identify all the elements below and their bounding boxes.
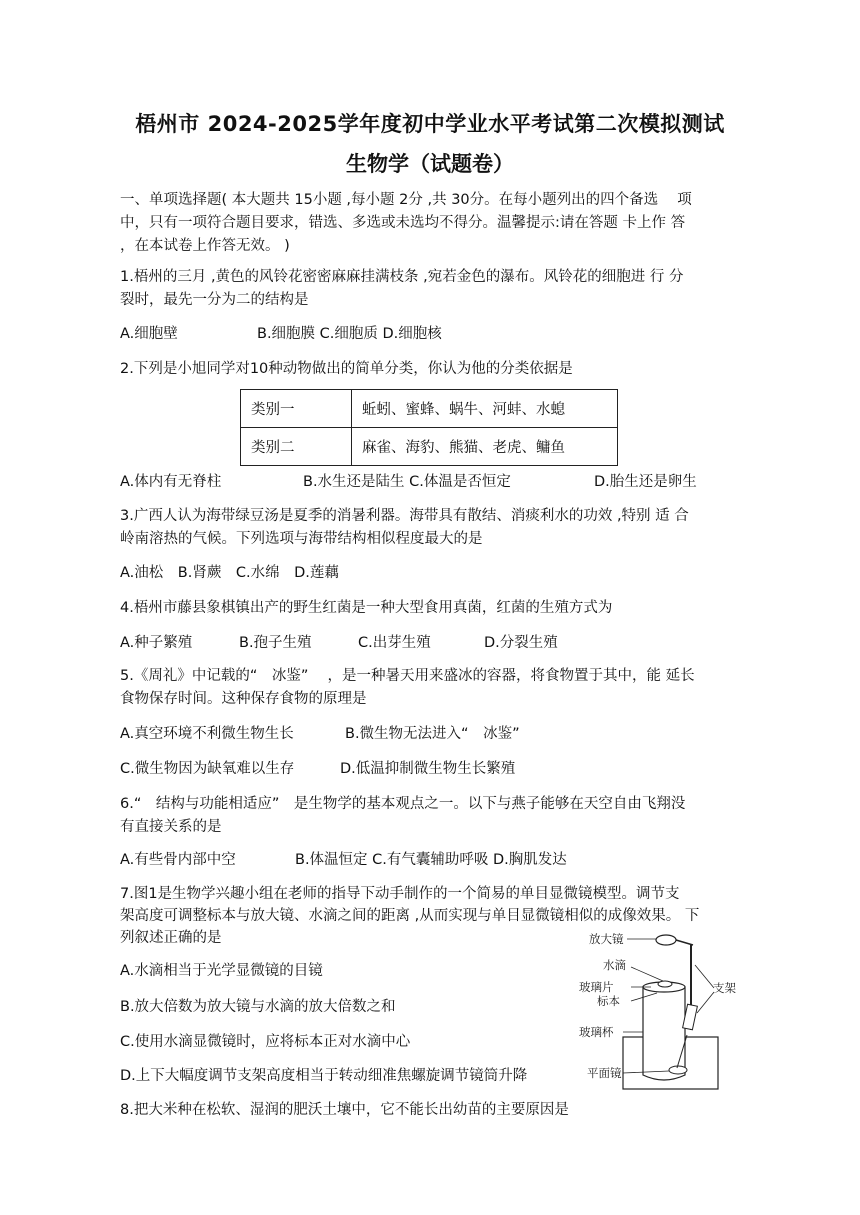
q4-option-b: B.孢子生殖 xyxy=(239,635,312,651)
q6-stem-line-1: 6.“ 结构与功能相适应” 是生物学的基本观点之一。以下与燕子能够在天空自由飞翔没 xyxy=(120,796,686,812)
magnifier-arm xyxy=(676,940,693,945)
table-row xyxy=(241,390,618,428)
q3-stem-line-1: 3.广西人认为海带绿豆汤是夏季的消暑利器。海带具有散结、消痰利水的功效 ,特别 适 合 xyxy=(120,508,689,524)
exam-subtitle: 生物学（试题卷） xyxy=(346,152,514,176)
q5-stem-line-1: 5.《周礼》中记载的“ 冰鉴” ，是一种暑天用来盛冰的容器，将食物置于其中，能 延长 xyxy=(120,668,695,684)
q3-options: A.油松 B.肾蕨 C.水绵 D.莲藕 xyxy=(120,565,339,581)
q1-option-a: A.细胞壁 xyxy=(120,326,178,342)
q7-option-c: C.使用水滴显微镜时，应将标本正对水滴中心 xyxy=(120,1034,411,1050)
q5-option-d: D.低温抑制微生物生长繁殖 xyxy=(340,761,516,777)
classification-table xyxy=(240,389,618,466)
q2-options-bc: B.水生还是陆生 C.体温是否恒定 xyxy=(303,474,511,490)
instructions-line-3: ，在本试卷上作答无效。 ) xyxy=(120,238,290,254)
microscope-model-figure xyxy=(573,925,748,1100)
instructions-line-1: 一、单项选择题( 本大题共 15小题 ,每小题 2分 ,共 30分。在每小题列出的四个备选 项 xyxy=(120,192,692,208)
q7-option-d: D.上下大幅度调节支架高度相当于转动细准焦螺旋调节镜筒升降 xyxy=(120,1068,528,1084)
q4-option-d: D.分裂生殖 xyxy=(484,635,558,651)
q5-stem-line-2: 食物保存时间。这种保存食物的原理是 xyxy=(120,691,367,707)
label-glass-cup: 玻璃杯 xyxy=(579,1027,614,1039)
q5-option-a: A.真空环境不利微生物生长 xyxy=(120,726,294,742)
table-cell-animals: 麻雀、海豹、熊猫、老虎、鳙鱼 xyxy=(352,428,618,466)
table-row xyxy=(241,428,618,466)
q4-stem: 4.梧州市藤县象棋镇出产的野生红菌是一种大型食用真菌，红菌的生殖方式为 xyxy=(120,600,613,616)
instructions-line-2: 中，只有一项符合题目要求，错选、多选或未选均不得分。温馨提示:请在答题 卡上作 答 xyxy=(120,215,686,231)
q1-stem-line-2: 裂时，最先一分为二的结构是 xyxy=(120,292,309,308)
q7-stem-line-2: 架高度可调整标本与放大镜、水滴之间的距离 ,从而实现与单目显微镜相似的成像效果。 下 xyxy=(120,908,700,924)
q4-option-c: C.出芽生殖 xyxy=(358,635,431,651)
q6-stem-line-2: 有直接关系的是 xyxy=(120,819,222,835)
q5-option-b: B.微生物无法进入“ 冰鉴” xyxy=(345,726,520,742)
q1-stem-line-1: 1.梧州的三月 ,黄色的风铃花密密麻麻挂满枝条 ,宛若金色的瀑布。风铃花的细胞进 行 分 xyxy=(120,269,684,285)
q2-option-d: D.胎生还是卵生 xyxy=(594,474,697,490)
label-magnifier: 放大镜 xyxy=(589,934,624,946)
table-cell-category: 类别二 xyxy=(241,428,352,466)
q3-stem-line-2: 岭南溶热的气候。下列选项与海带结构相似程度最大的是 xyxy=(120,531,483,547)
q2-option-a: A.体内有无脊柱 xyxy=(120,474,222,490)
q4-option-a: A.种子繁殖 xyxy=(120,635,193,651)
label-specimen: 标本 xyxy=(597,996,620,1008)
label-water-drop: 水滴 xyxy=(603,960,626,972)
q6-options-bcd: B.体温恒定 C.有气囊辅助呼吸 D.胸肌发达 xyxy=(295,852,567,868)
q7-stem-line-1: 7.图1是生物学兴趣小组在老师的指导下动手制作的一个简易的单目显微镜模型。调节支 xyxy=(120,886,680,902)
water-drop-shape xyxy=(658,981,672,987)
label-glass-slide: 玻璃片 xyxy=(579,982,614,994)
label-flat-mirror: 平面镜 xyxy=(587,1068,622,1080)
q2-stem: 2.下列是小旭同学对10种动物做出的简单分类，你认为他的分类依据是 xyxy=(120,361,573,377)
q1-options-bcd: B.细胞膜 C.细胞质 D.细胞核 xyxy=(257,326,442,342)
q8-stem: 8.把大米种在松软、湿润的肥沃土壤中，它不能长出幼苗的主要原因是 xyxy=(120,1102,569,1118)
magnifier-lens xyxy=(656,935,676,945)
q6-option-a: A.有些骨内部中空 xyxy=(120,852,236,868)
table-cell-animals: 蚯蚓、蜜蜂、蜗牛、河蚌、水螅 xyxy=(352,390,618,428)
q5-option-c: C.微生物因为缺氧难以生存 xyxy=(120,761,295,777)
mirror-shape xyxy=(669,1066,687,1074)
q7-stem-line-3: 列叙述正确的是 xyxy=(120,930,222,946)
label-support: 支架 xyxy=(713,983,736,995)
table-cell-category: 类别一 xyxy=(241,390,352,428)
q7-option-a: A.水滴相当于光学显微镜的目镜 xyxy=(120,963,323,979)
q7-option-b: B.放大倍数为放大镜与水滴的放大倍数之和 xyxy=(120,999,396,1015)
exam-title: 梧州市 2024-2025学年度初中学业水平考试第二次模拟测试 xyxy=(135,112,725,136)
